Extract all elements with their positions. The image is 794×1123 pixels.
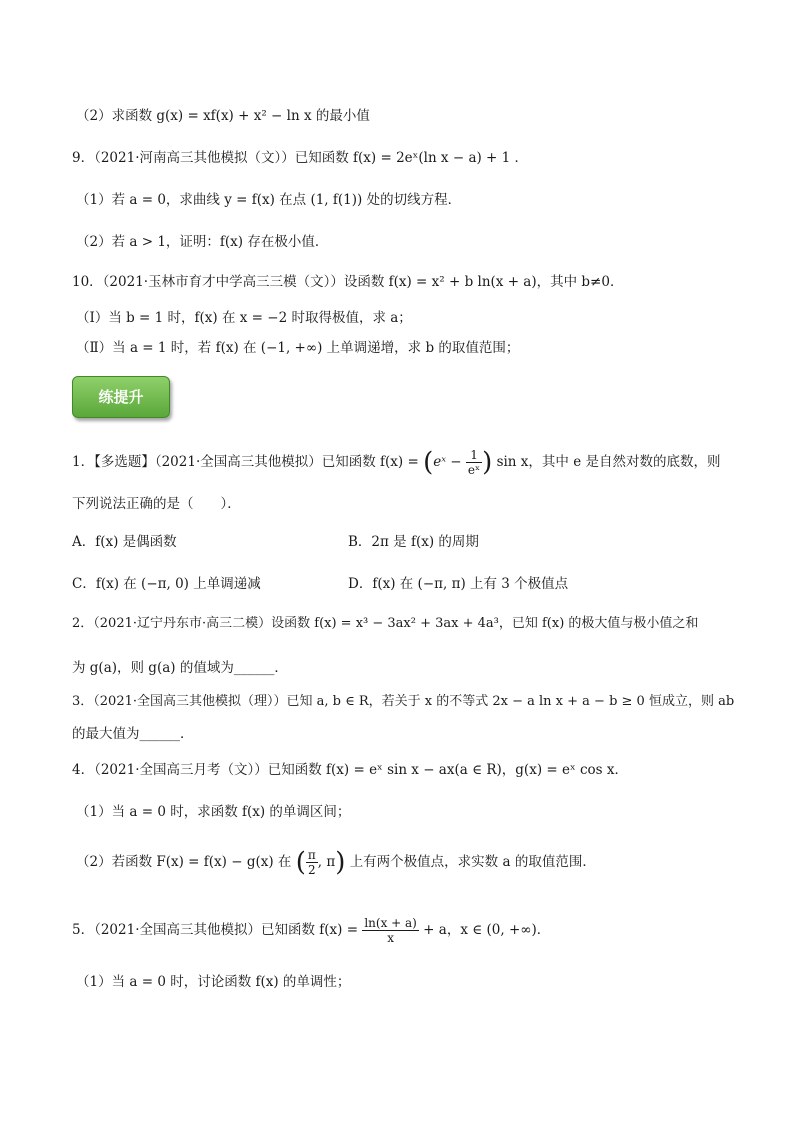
q1-option-a: A．f(x) 是偶函数	[72, 534, 177, 550]
q5-part1: （1）当 a = 0 时，讨论函数 f(x) 的单调性；	[76, 974, 351, 990]
right-paren: )	[335, 847, 346, 878]
interval-tail: , π	[317, 854, 336, 870]
fraction-pi-over-2	[306, 848, 318, 877]
frac-numerator: ln(x + a)	[364, 916, 417, 930]
q5-stem-post: + a，x ∈ (0, +∞)．	[423, 922, 551, 938]
q1-stem-post: sin x，其中 e 是自然对数的底数，则	[496, 454, 721, 470]
frac-denominator: eˣ	[467, 463, 481, 477]
q1-option-c: C．f(x) 在 (−π, 0) 上单调递减	[72, 576, 261, 592]
q5-stem	[72, 916, 732, 945]
q4-part2-post: 上有两个极值点，求实数 a 的取值范围．	[349, 854, 596, 870]
frac-numerator: 1	[466, 448, 482, 463]
section-badge-practice: 练提升	[72, 376, 170, 418]
left-paren: (	[295, 847, 306, 878]
q4-part1: （1）当 a = 0 时，求函数 f(x) 的单调区间；	[76, 804, 351, 820]
q8-part2: （2）求函数 g(x) = xf(x) + x² − ln x 的最小值	[76, 108, 370, 124]
q10-stem: 10．（2021·玉林市育才中学高三三模（文））设函数 f(x) = x² + b ln(x + a)，其中 b≠0．	[72, 274, 624, 290]
q3-stem-line1: 3．（2021·全国高三其他模拟（理））已知 a, b ∈ R，若关于 x 的不等式 2x − a ln x + a − b ≥ 0 恒成立，则 ab	[72, 694, 735, 709]
q2-stem-line2: 为 g(a)，则 g(a) 的值域为______．	[72, 660, 288, 676]
q10-part1: （Ⅰ）当 b = 1 时，f(x) 在 x = −2 时取得极值，求 a；	[76, 310, 412, 326]
q1-option-b: B．2π 是 f(x) 的周期	[348, 534, 479, 550]
frac-denominator: 2	[308, 863, 316, 877]
q1-stem-line1	[72, 448, 732, 477]
frac-denominator: x	[387, 931, 394, 945]
q9-stem: 9．（2021·河南高三其他模拟（文））已知函数 f(x) = 2eˣ(ln x − a) + 1 ．	[72, 150, 529, 166]
q4-part2	[76, 848, 736, 877]
q9-part1: （1）若 a = 0，求曲线 y = f(x) 在点 (1, f(1)) 处的切线方程．	[76, 192, 462, 208]
q1-stem-pre: 1．【多选题】（2021·全国高三其他模拟）已知函数 f(x) =	[72, 454, 419, 470]
q2-stem-line1: 2．（2021·辽宁丹东市·高三二模）设函数 f(x) = x³ − 3ax² + 3ax + 4a³，已知 f(x) 的极大值与极小值之和	[72, 616, 699, 631]
fraction-one-over-ex	[466, 448, 482, 477]
right-paren: )	[482, 447, 493, 478]
q4-part2-pre: （2）若函数 F(x) = f(x) − g(x) 在	[76, 854, 292, 870]
q4-stem: 4．（2021·全国高三月考（文））已知函数 f(x) = eˣ sin x − ax(a ∈ R)，g(x) = eˣ cos x．	[72, 762, 628, 778]
q10-part2: （Ⅱ）当 a = 1 时，若 f(x) 在 (−1, +∞) 上单调递增，求 b 的取值范围；	[76, 340, 520, 356]
e-power-x: eˣ −	[433, 454, 462, 470]
left-paren: (	[423, 447, 434, 478]
q9-part2: （2）若 a > 1，证明：f(x) 存在极小值．	[76, 234, 329, 250]
q3-stem-line2: 的最大值为______．	[72, 726, 194, 742]
frac-numerator: π	[307, 848, 316, 862]
q5-stem-pre: 5．（2021·全国高三其他模拟）已知函数 f(x) =	[72, 922, 359, 938]
q1-option-d: D．f(x) 在 (−π, π) 上有 3 个极值点	[348, 576, 569, 592]
q1-stem-line2: 下列说法正确的是（ ）．	[72, 496, 241, 512]
fraction-ln-over-x	[362, 916, 419, 945]
